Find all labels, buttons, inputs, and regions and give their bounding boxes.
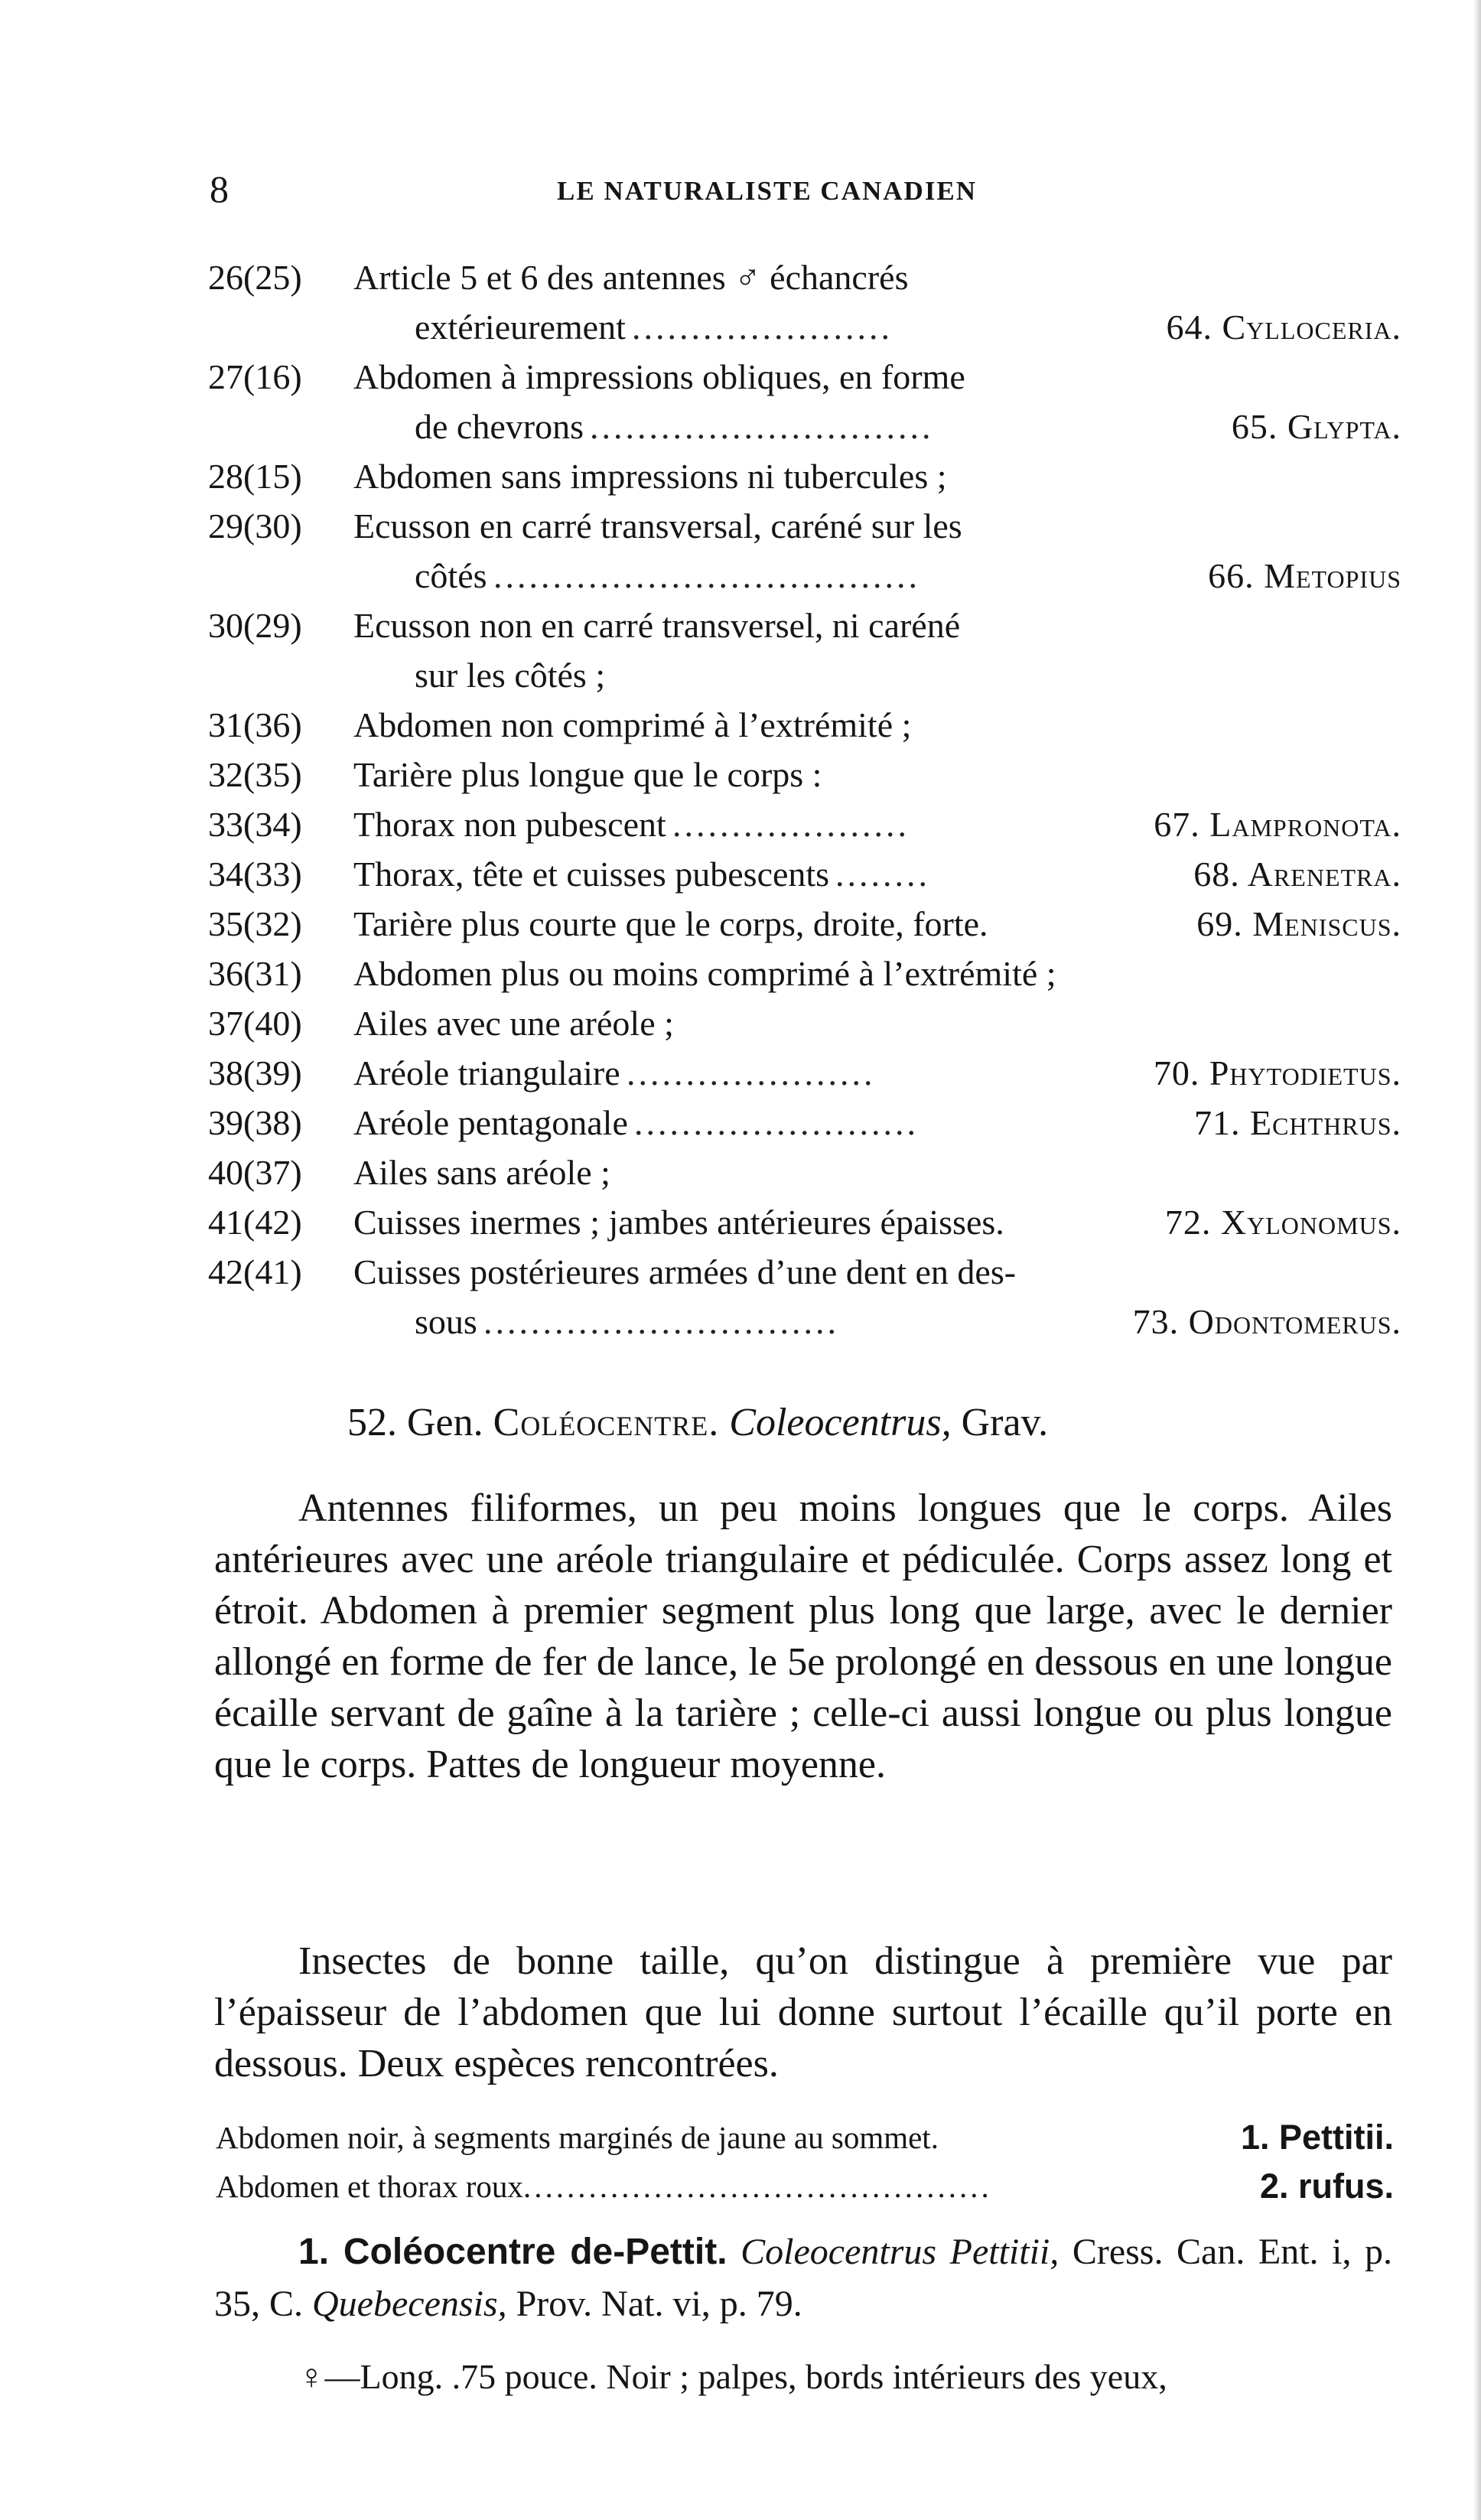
species-synonym: Quebecensis, — [312, 2284, 507, 2324]
key-line — [208, 899, 1401, 949]
key-couplet-text: Abdomen plus ou moins comprimé à l’extrémité ; — [353, 954, 1056, 993]
key-line — [208, 252, 1401, 302]
dot-leader: ........................................... — [522, 2169, 992, 2204]
key-line — [208, 302, 1401, 352]
key-couplet-text: Abdomen non comprimé à l’extrémité ; — [353, 705, 912, 744]
key-line — [208, 750, 1401, 799]
genus-name: Coléocentre. — [493, 1401, 720, 1444]
key-result-genus: 73. Odontomerus. — [1132, 1302, 1401, 1341]
key-result-genus: 72. Xylonomus. — [1164, 1203, 1401, 1242]
key-result-genus: 68. Arenetra. — [1193, 855, 1401, 894]
species-description: ♀—Long. .75 pouce. Noir ; palpes, bords intérieurs des yeux, — [298, 2357, 1167, 2396]
key-line — [208, 949, 1401, 998]
dot-leader: ...................... — [632, 308, 893, 347]
genus-latin: Coleocentrus, — [729, 1401, 952, 1444]
key-couplet-number: 34(33) — [208, 855, 302, 894]
key-couplet-text: extérieurement — [415, 308, 626, 347]
key-couplet-number: 32(35) — [208, 755, 302, 794]
key-line — [208, 998, 1401, 1048]
dot-leader: ............................. — [590, 407, 934, 446]
key-line — [208, 1297, 1401, 1346]
species-key-text: Abdomen noir, à segments marginés de jaune au sommet. — [216, 2120, 939, 2155]
key-couplet-number: 28(15) — [208, 457, 302, 496]
key-couplet-number: 41(42) — [208, 1203, 302, 1242]
key-couplet-text: Abdomen à impressions obliques, en forme — [353, 357, 965, 396]
key-couplet-number: 35(32) — [208, 904, 302, 943]
key-couplet-number: 40(37) — [208, 1153, 302, 1192]
key-couplet-text: côtés — [415, 556, 487, 595]
page-header — [210, 167, 1036, 213]
key-result-genus: 64. Cylloceria. — [1166, 308, 1401, 347]
key-couplet-text: Ecusson en carré transversal, caréné sur les — [353, 506, 962, 545]
key-couplet-text: Article 5 et 6 des antennes ♂ échancrés — [353, 258, 909, 297]
key-couplet-number: 36(31) — [208, 954, 302, 993]
key-line — [208, 551, 1401, 601]
key-line — [208, 849, 1401, 899]
key-line — [208, 700, 1401, 750]
key-result-genus: 66. Metopius — [1208, 556, 1401, 595]
key-line — [208, 1098, 1401, 1148]
key-couplet-number: 42(41) — [208, 1252, 302, 1291]
running-title: LE NATURALISTE CANADIEN — [557, 176, 978, 206]
species-key-text: Abdomen et thorax roux — [216, 2169, 523, 2204]
key-couplet-text: Aréole pentagonale — [353, 1103, 628, 1142]
key-line — [208, 451, 1401, 501]
key-couplet-text: Tarière plus longue que le corps : — [353, 755, 822, 794]
genus-remarks — [214, 1936, 1392, 2089]
key-line — [208, 799, 1401, 849]
species-key-line — [216, 2162, 1394, 2211]
key-couplet-text: Cuisses inermes ; jambes antérieures épaisses. — [353, 1203, 1004, 1242]
key-result-genus: 65. Glypta. — [1231, 407, 1401, 446]
key-line — [208, 1048, 1401, 1098]
page-number: 8 — [210, 168, 229, 210]
key-line — [208, 352, 1401, 402]
key-couplet-text: Cuisses postérieures armées d’une dent en des- — [353, 1252, 1017, 1291]
key-line — [208, 1247, 1401, 1297]
key-couplet-number: 26(25) — [208, 258, 302, 297]
key-result-genus: 71. Echthrus. — [1194, 1103, 1401, 1142]
key-couplet-number: 29(30) — [208, 506, 302, 545]
key-couplet-text: Thorax non pubescent — [353, 805, 666, 844]
key-couplet-number: 31(36) — [208, 705, 302, 744]
species-key-line — [216, 2113, 1394, 2162]
species-ref-2: Prov. Nat. vi, p. 79. — [506, 2284, 802, 2324]
genus-heading — [347, 1400, 1048, 1445]
key-result-genus: 67. Lampronota. — [1154, 805, 1401, 844]
key-couplet-number: 33(34) — [208, 805, 302, 844]
genus-remarks-text: Insectes de bonne taille, qu’on distingue à première vue par l’épaisseur de l’abdomen que lui donne surtout l’écaille qu’il porte en dessous. Deux espèces rencontrées. — [214, 1939, 1392, 2085]
dot-leader: ........................ — [634, 1103, 919, 1142]
key-result-genus: 69. Meniscus. — [1196, 904, 1401, 943]
key-couplet-text: Aréole triangulaire — [353, 1053, 620, 1092]
key-line — [208, 1197, 1401, 1247]
key-couplet-text: Ailes sans aréole ; — [353, 1153, 610, 1192]
key-couplet-text: Abdomen sans impressions ni tubercules ; — [353, 457, 947, 496]
key-line — [208, 601, 1401, 650]
key-couplet-text: Ailes avec une aréole ; — [353, 1004, 674, 1043]
key-couplet-text: sous — [415, 1302, 477, 1341]
key-couplet-number: 27(16) — [208, 357, 302, 396]
genus-description — [214, 1483, 1392, 1790]
genus-description-text: Antennes filiformes, un peu moins longues que le corps. Ailes antérieures avec une aréole triangulaire et pédiculée. Corps assez long et étroit. Abdomen à premier segment plus long que large, avec le dernier allongé en forme de fer de lance, le 5e prolongé en dessous en une longue écaille servant de gaîne à la tarière ; celle-ci aussi longue ou plus longue que le corps. Pattes de longueur moyenne. — [214, 1486, 1392, 1786]
key-couplet-text: Tarière plus courte que le corps, droite, forte. — [353, 904, 988, 943]
key-couplet-number: 38(39) — [208, 1053, 302, 1092]
page-edge-shadow — [1473, 0, 1481, 2520]
key-couplet-text: sur les côtés ; — [415, 656, 606, 695]
species-ref-1: Cress. Can. Ent. i, p. 35, C. — [214, 2232, 1392, 2324]
key-couplet-text: de chevrons — [415, 407, 584, 446]
genus-author: Grav. — [951, 1401, 1049, 1444]
key-couplet-number: 39(38) — [208, 1103, 302, 1142]
species-entry — [214, 2226, 1392, 2330]
key-line — [208, 650, 1401, 700]
genus-prefix: 52. Gen. — [347, 1401, 493, 1444]
key-line — [208, 501, 1401, 551]
key-couplet-text: Ecusson non en carré transversel, ni caréné — [353, 606, 961, 645]
dot-leader: ..................... — [627, 1053, 876, 1092]
key-line — [208, 1148, 1401, 1197]
species-latin: Coleocentrus Pettitii, — [740, 2232, 1059, 2272]
species-key — [216, 2113, 1394, 2211]
dot-leader: .................... — [672, 805, 910, 844]
key-couplet-text: Thorax, tête et cuisses pubescents — [353, 855, 830, 894]
dot-leader: .............................. — [483, 1302, 839, 1341]
species-key-result: 2. rufus. — [1259, 2167, 1394, 2206]
key-result-genus: 70. Phytodietus. — [1153, 1053, 1401, 1092]
key-couplet-number: 30(29) — [208, 606, 302, 645]
key-couplet-number: 37(40) — [208, 1004, 302, 1043]
species-name: 1. Coléocentre de-Pettit. — [298, 2232, 727, 2272]
species-key-result: 1. Pettitii. — [1240, 2118, 1394, 2157]
dot-leader: .................................... — [493, 556, 920, 595]
key-line — [208, 402, 1401, 451]
identification-key — [208, 252, 1401, 1346]
dot-leader: ........ — [835, 855, 930, 894]
